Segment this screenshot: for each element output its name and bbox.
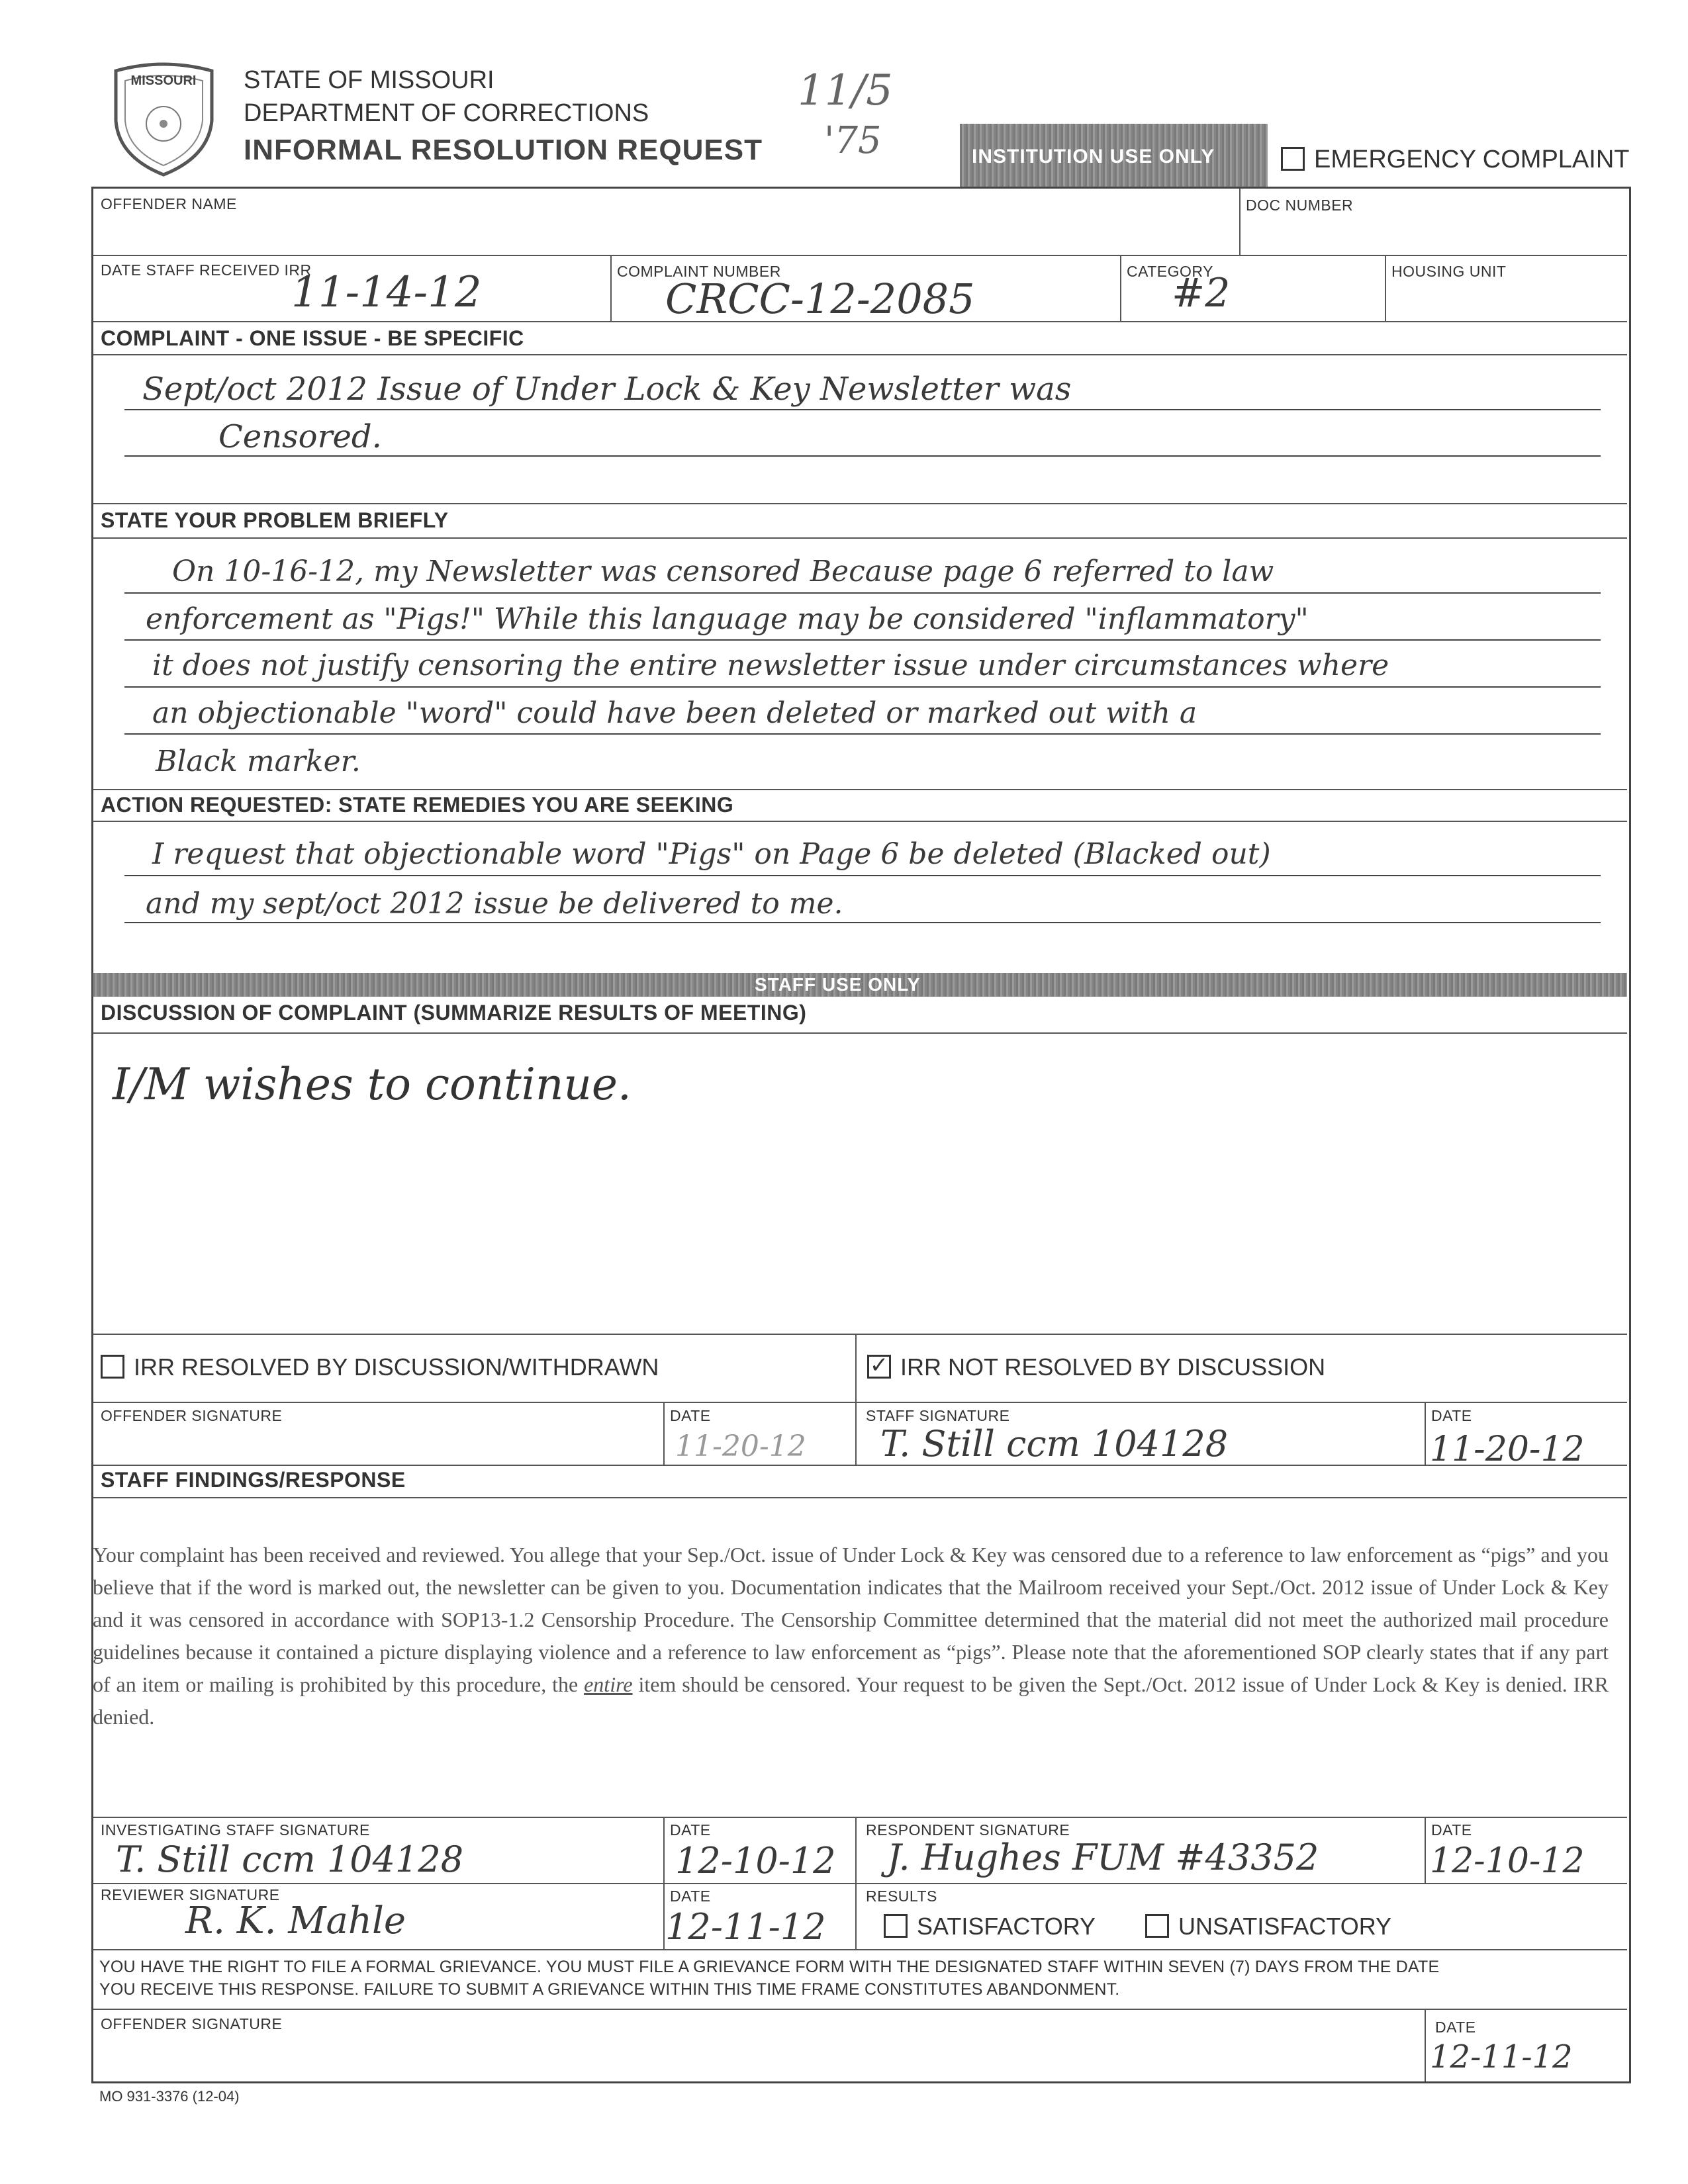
irr-resolved-checkbox[interactable] [101,1355,124,1379]
findings-response-text [93,1539,1609,1733]
inv-date-label: DATE [670,1821,711,1839]
problem-line-4: an objectionable "word" could have been deleted or marked out with a [152,696,1197,730]
irr-not-resolved-option[interactable] [867,1353,1325,1381]
resp-date-value: 12-10-12 [1430,1841,1585,1881]
footer-date-value: 12-11-12 [1430,2038,1573,2075]
findings-text-part-1: Your complaint has been received and reviewed. You allege that your Sep./Oct. issue of Under Lock & Key was censored due to a reference to law enforcement as “pigs” and you believe that if the word is marked out, the newsletter can be given to you. Documentation indicates that the Mailroom received your Sept./Oct. 2012 issue of Under Lock & Key and it was censored in accordance with SOP13-1.2 Censorship Procedure. The Censorship Committee determined that the material did not meet the authorized mail procedure guidelines because it contained a picture displaying violence and a reference to law enforcement as “pigs”. Please note that the aforementioned SOP clearly states that if any part of an item or mailing is prohibited by this procedure, the [93,1543,1609,1696]
offender-date-value: 11-20-12 [675,1430,806,1463]
emergency-label: EMERGENCY COMPLAINT [1314,146,1630,173]
problem-line-5: Black marker. [156,745,361,778]
complaint-line-2: Censored. [218,418,382,455]
unsatisfactory-label: UNSATISFACTORY [1178,1913,1392,1940]
problem-section-label: STATE YOUR PROBLEM BRIEFLY [101,508,449,532]
staff-use-text: STAFF USE ONLY [755,974,921,995]
irr-not-resolved-label: IRR NOT RESOLVED BY DISCUSSION [900,1353,1326,1381]
emergency-checkbox[interactable] [1281,147,1305,171]
reviewer-signature-label: REVIEWER SIGNATURE [101,1886,280,1903]
findings-text-part-2: item should be censored. Your request to be given the Sept./Oct. 2012 issue of Under Lock & Key is denied. IRR denied. [93,1672,1609,1729]
handwritten-date-b: '75 [824,119,882,162]
category-label: CATEGORY [1127,263,1213,280]
rev-date-label: DATE [670,1888,711,1905]
irr-resolved-label: IRR RESOLVED BY DISCUSSION/WITHDRAWN [134,1353,659,1381]
doc-number-label: DOC NUMBER [1246,197,1354,214]
svg-text:MISSOURI: MISSOURI [130,73,197,88]
problem-line-3: it does not justify censoring the entire newsletter issue under circumstances where [152,649,1389,682]
respondent-signature-label: RESPONDENT SIGNATURE [866,1821,1070,1839]
complaint-number-value: CRCC-12-2085 [665,275,975,323]
rev-date-value: 12-11-12 [665,1906,826,1948]
complaint-number-label: COMPLAINT NUMBER [617,263,781,280]
grievance-notice-line-2: YOU RECEIVE THIS RESPONSE. FAILURE TO SUBMIT A GRIEVANCE WITHIN THIS TIME FRAME CONSTITUTES ABANDONMENT. [99,1980,1120,1999]
findings-section-label: STAFF FINDINGS/RESPONSE [101,1468,406,1492]
staff-date-label: DATE [1431,1407,1472,1424]
institution-use-text: INSTITUTION USE ONLY [972,146,1215,167]
grievance-notice-line-1: YOU HAVE THE RIGHT TO FILE A FORMAL GRIEVANCE. YOU MUST FILE A GRIEVANCE FORM WITH THE DESIGNATED STAFF WITHIN SEVEN (7) DAYS FROM THE DATE [99,1958,1440,1976]
findings-emphasis: entire [584,1672,633,1696]
satisfactory-label: SATISFACTORY [917,1913,1096,1940]
emergency-complaint-option[interactable] [1281,146,1629,174]
unsatisfactory-checkbox[interactable] [1145,1914,1169,1938]
date-received-label: DATE STAFF RECEIVED IRR [101,261,312,279]
offender-signature-label: OFFENDER SIGNATURE [101,1407,283,1424]
irr-resolved-option[interactable] [101,1353,659,1381]
handwritten-date-a: 11/5 [798,66,893,115]
problem-line-2: enforcement as "Pigs!" While this language may be considered "inflammatory" [146,602,1309,636]
investigating-signature-label: INVESTIGATING STAFF SIGNATURE [101,1821,370,1839]
action-line-2: and my sept/oct 2012 issue be delivered to me. [146,887,843,921]
results-label: RESULTS [866,1888,937,1905]
date-received-value: 11-14-12 [291,268,482,317]
respondent-signature-value: J. Hughes FUM #43352 [887,1837,1319,1878]
discussion-section-label: DISCUSSION OF COMPLAINT (SUMMARIZE RESULTS OF MEETING) [101,1001,807,1024]
investigating-signature-value: T. Still ccm 104128 [116,1839,464,1880]
category-value: #2 [1172,270,1231,316]
form-frame [91,187,1631,2083]
footer-date-label: DATE [1435,2019,1476,2036]
complaint-line-1: Sept/oct 2012 Issue of Under Lock & Key Newsletter was [142,371,1072,408]
form-number: MO 931-3376 (12-04) [99,2088,240,2105]
discussion-text: I/M wishes to continue. [113,1059,632,1110]
staff-signature-value: T. Still ccm 104128 [880,1423,1229,1465]
action-line-1: I request that objectionable word "Pigs" on Page 6 be deleted (Blacked out) [152,837,1271,871]
state-seal [109,61,218,177]
staff-date-value: 11-20-12 [1430,1430,1585,1469]
satisfactory-option[interactable] [884,1913,1096,1940]
offender-name-label: OFFENDER NAME [101,195,237,212]
form-title: INFORMAL RESOLUTION REQUEST [244,134,763,166]
inv-date-value: 12-10-12 [675,1840,836,1882]
reviewer-signature-value: R. K. Mahle [185,1899,406,1942]
action-section-label: ACTION REQUESTED: STATE REMEDIES YOU ARE SEEKING [101,793,734,817]
resp-date-label: DATE [1431,1821,1472,1839]
offender-date-label: DATE [670,1407,711,1424]
housing-label: HOUSING UNIT [1391,263,1507,280]
irr-not-resolved-checkbox[interactable]: ✓ [867,1355,891,1379]
problem-line-1: On 10-16-12, my Newsletter was censored Because page 6 referred to law [172,555,1274,588]
form-state: STATE OF MISSOURI [244,66,494,94]
unsatisfactory-option[interactable] [1145,1913,1391,1940]
staff-signature-label: STAFF SIGNATURE [866,1407,1010,1424]
form-department: DEPARTMENT OF CORRECTIONS [244,99,649,127]
footer-offender-signature-label: OFFENDER SIGNATURE [101,2015,283,2032]
satisfactory-checkbox[interactable] [884,1914,908,1938]
complaint-section-label: COMPLAINT - ONE ISSUE - BE SPECIFIC [101,326,524,350]
